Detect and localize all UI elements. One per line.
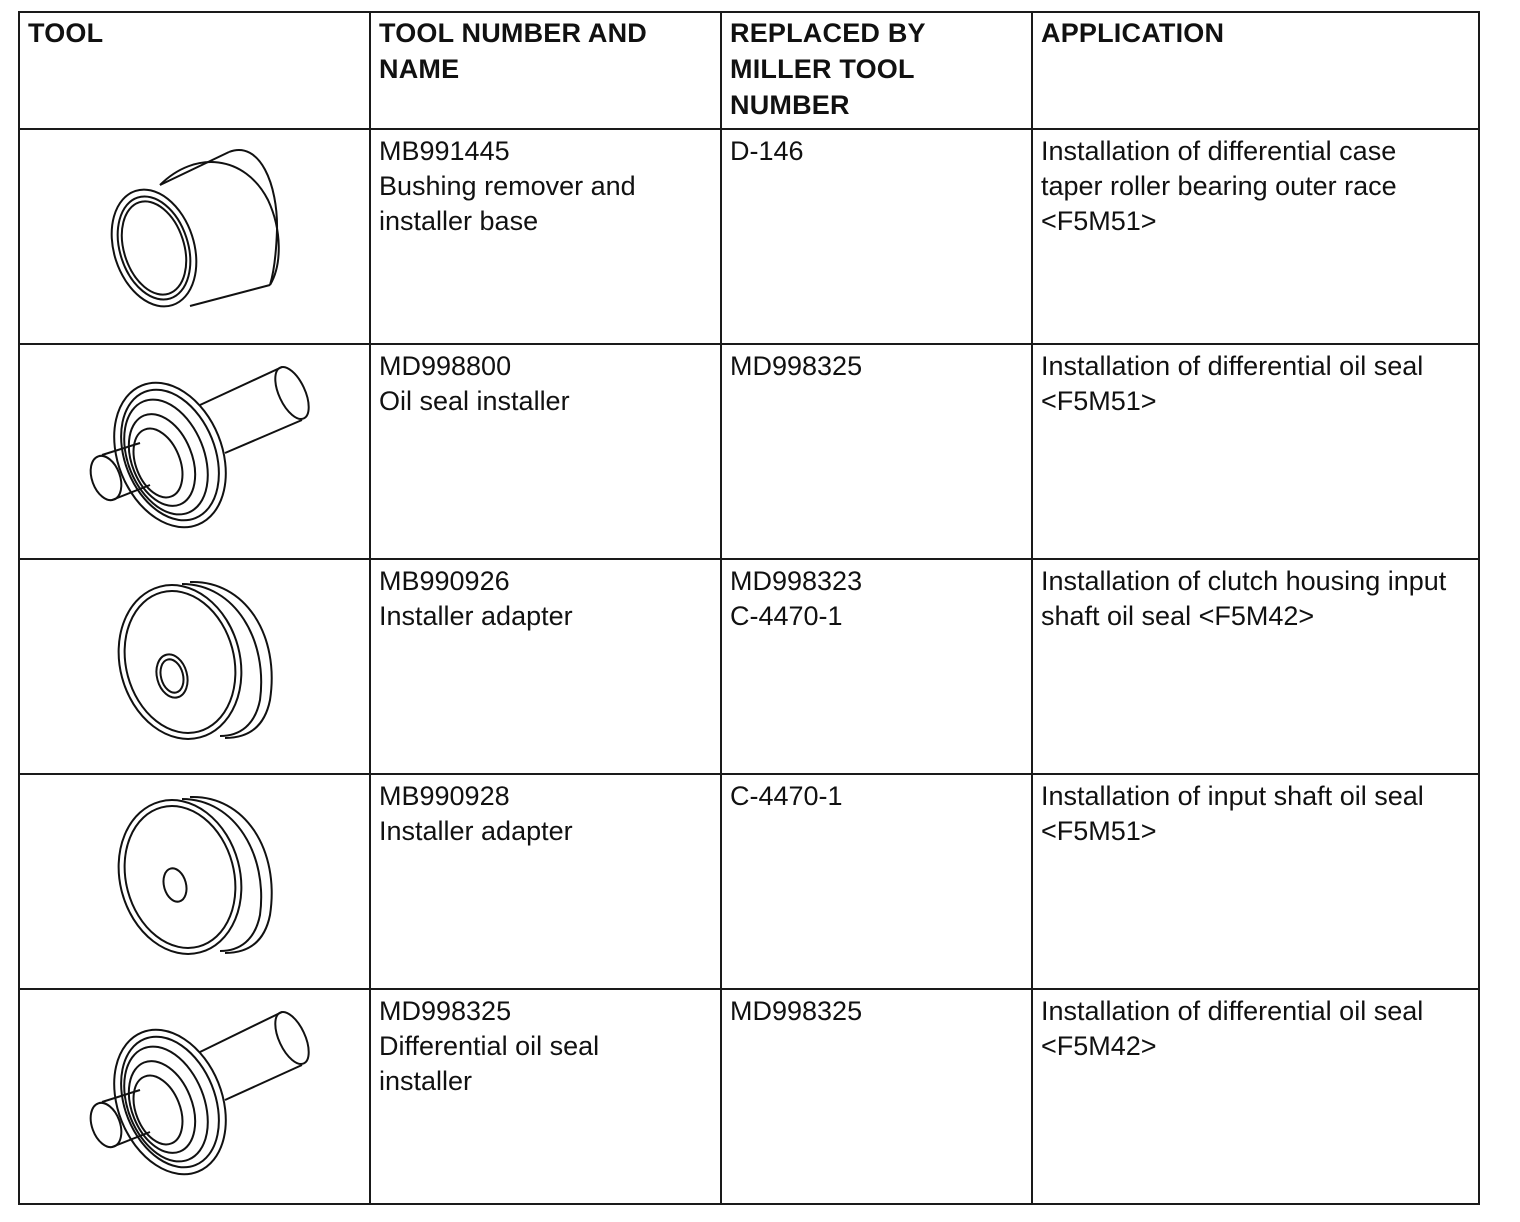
replaced-by-cell — [721, 774, 1032, 989]
tool-image-cell — [19, 774, 370, 989]
special-tools-table — [18, 11, 1480, 1205]
application-cell — [1032, 129, 1479, 344]
replaced-tool-number: MD998325 — [730, 351, 863, 381]
header-row — [19, 12, 1479, 129]
installer-adapter-icon — [20, 775, 368, 988]
replaced-tool-number: C-4470-1 — [730, 781, 843, 811]
tool-number: MD998800 — [379, 351, 512, 381]
table-row — [19, 129, 1479, 344]
tool-number-name-cell — [370, 129, 721, 344]
replaced-by-cell — [721, 989, 1032, 1204]
header-tool-number-and-name: TOOL NUMBER AND NAME — [370, 12, 721, 129]
table-row — [19, 344, 1479, 559]
tool-image-cell — [19, 344, 370, 559]
tool-name: Installer adapter — [379, 816, 573, 846]
application-cell — [1032, 774, 1479, 989]
tool-name: Installer adapter — [379, 601, 573, 631]
tool-image-cell — [19, 989, 370, 1204]
tool-number-name-cell — [370, 344, 721, 559]
replaced-tool-number: D-146 — [730, 136, 804, 166]
tool-number-name-cell — [370, 989, 721, 1204]
header-tool: TOOL — [19, 12, 370, 129]
replaced-tool-number: C-4470-1 — [730, 601, 843, 631]
application-cell — [1032, 559, 1479, 774]
tool-number: MB991445 — [379, 136, 510, 166]
tool-number: MB990928 — [379, 781, 510, 811]
application-cell — [1032, 989, 1479, 1204]
header-replaced-by: REPLACED BY MILLER TOOL NUMBER — [721, 12, 1032, 129]
bushing-base-icon — [20, 130, 368, 343]
application-text: Installation of clutch housing input shaft oil seal <F5M42> — [1041, 566, 1447, 631]
tool-name: Bushing remover and installer base — [379, 171, 636, 236]
oil-seal-installer-icon — [20, 345, 368, 558]
installer-adapter-icon — [20, 560, 368, 773]
tool-image-cell — [19, 559, 370, 774]
application-text: Installation of differential oil seal <F5M42> — [1041, 996, 1424, 1061]
table-row — [19, 559, 1479, 774]
replaced-tool-number: MD998323 — [730, 566, 863, 596]
application-text: Installation of input shaft oil seal <F5M51> — [1041, 781, 1424, 846]
differential-seal-installer-icon — [20, 990, 368, 1203]
tool-number-name-cell — [370, 559, 721, 774]
application-text: Installation of differential case taper roller bearing outer race <F5M51> — [1041, 136, 1397, 236]
tool-name: Oil seal installer — [379, 386, 570, 416]
tool-number: MB990926 — [379, 566, 510, 596]
table-row — [19, 989, 1479, 1204]
tool-image-cell — [19, 129, 370, 344]
tool-number: MD998325 — [379, 996, 512, 1026]
tool-number-name-cell — [370, 774, 721, 989]
replaced-by-cell — [721, 129, 1032, 344]
tool-name: Differential oil seal installer — [379, 1031, 600, 1096]
replaced-by-cell — [721, 344, 1032, 559]
application-cell — [1032, 344, 1479, 559]
replaced-tool-number: MD998325 — [730, 996, 863, 1026]
application-text: Installation of differential oil seal <F5M51> — [1041, 351, 1424, 416]
replaced-by-cell — [721, 559, 1032, 774]
table-row — [19, 774, 1479, 989]
header-application: APPLICATION — [1032, 12, 1479, 129]
